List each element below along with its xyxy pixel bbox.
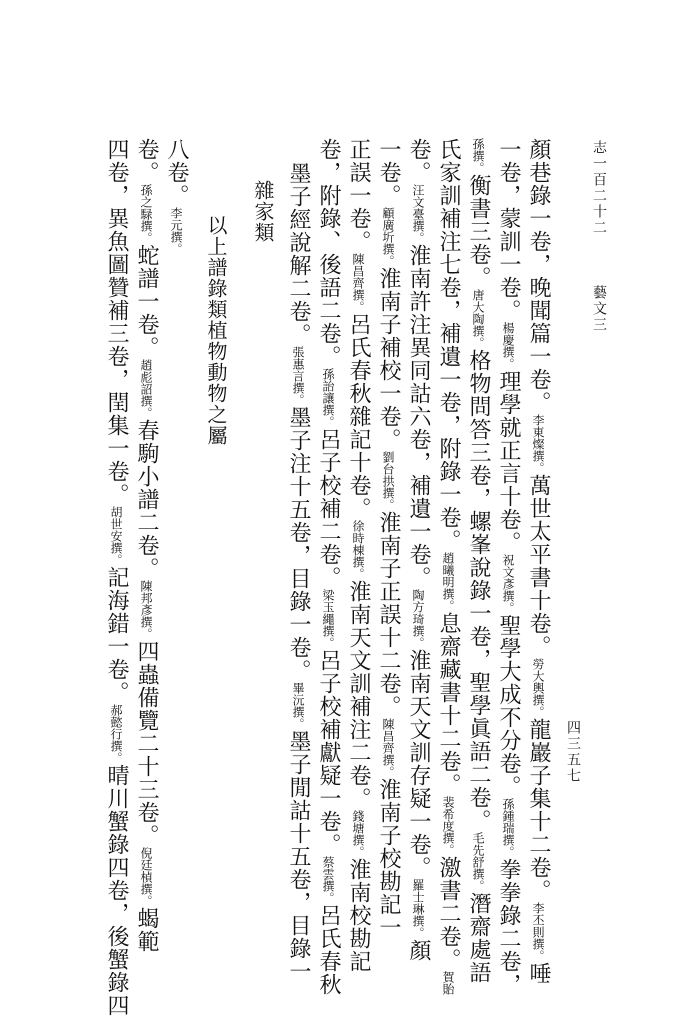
text-column-7: 卷，附錄、後語二卷。孫詒讓撰。呂子校補二卷。梁玉繩撰。呂子校補獻疑一卷。蔡雲撰。呂氏春秋 <box>316 138 341 996</box>
text-column-12: 孫撰。衡書三卷。唐大陶撰。格物問答三卷，螺峯說錄一卷，聖學眞語二卷。毛先舒撰。潛齋處語 <box>466 138 491 984</box>
text-column-1: 四卷，異魚圖贊補三卷，閏集一卷。胡世安撰。記海錯一卷。郝懿行撰。晴川蟹錄四卷，後蟹錄四 <box>104 138 129 1017</box>
text-column-6: 墨子經說解二卷。張惠言撰。墨子注十五卷，目錄一卷。畢沅撰。墨子閒詁十五卷，目錄一 <box>286 162 311 983</box>
text-column-13: 一卷，蒙訓一卷。楊慶撰。理學就正言十卷。祝文彥撰。聖學大成不分卷。孫鍾瑞撰。拳拳錄二卷， <box>496 138 521 996</box>
text-column-2: 卷。孫之騄撰。蛇譜一卷。趙彪詔撰。春駒小譜二卷。陳邦彥撰。四蟲備覽二十三卷。倪廷楨撰。蝎範 <box>134 138 159 953</box>
page-number: 四三五七 <box>565 720 581 784</box>
text-column-8: 正誤一卷。陳昌齊撰。呂氏春秋雜記十卷。徐時棟撰。淮南天文訓補注二卷。錢塘撰。淮南校勘記 <box>346 138 371 973</box>
text-column-3: 八卷。李元撰。 <box>164 138 189 255</box>
chapter-label: 志一百二十二 <box>591 140 607 236</box>
category-heading: 雜家類 <box>251 180 275 243</box>
text-column-9: 一卷。顧廣圻撰。淮南子補校一卷。劉台拱撰。淮南子正誤十二卷。陳昌齊撰。淮南子校勘記一 <box>376 138 401 939</box>
category-summary: 以上譜錄類植物動物之屬 <box>204 215 228 446</box>
text-column-14: 顏巷錄一卷，晚聞篇一卷。李東燦撰。萬世太平書十卷。勞大輿撰。龍巖子集十二卷。李丕則撰。唾 <box>526 138 551 985</box>
text-column-11: 氏家訓補注七卷，補遺一卷，附錄一卷。趙曦明撰。息齋藏書十二卷。裴希度撰。激書二卷。賀貽 <box>436 138 461 995</box>
section-label: 藝文三 <box>591 285 607 333</box>
text-column-10: 卷。汪文臺撰。淮南許注異同詁六卷，補遺一卷。陶方琦撰。淮南天文訓存疑一卷。羅士琳撰。顏 <box>406 138 431 962</box>
